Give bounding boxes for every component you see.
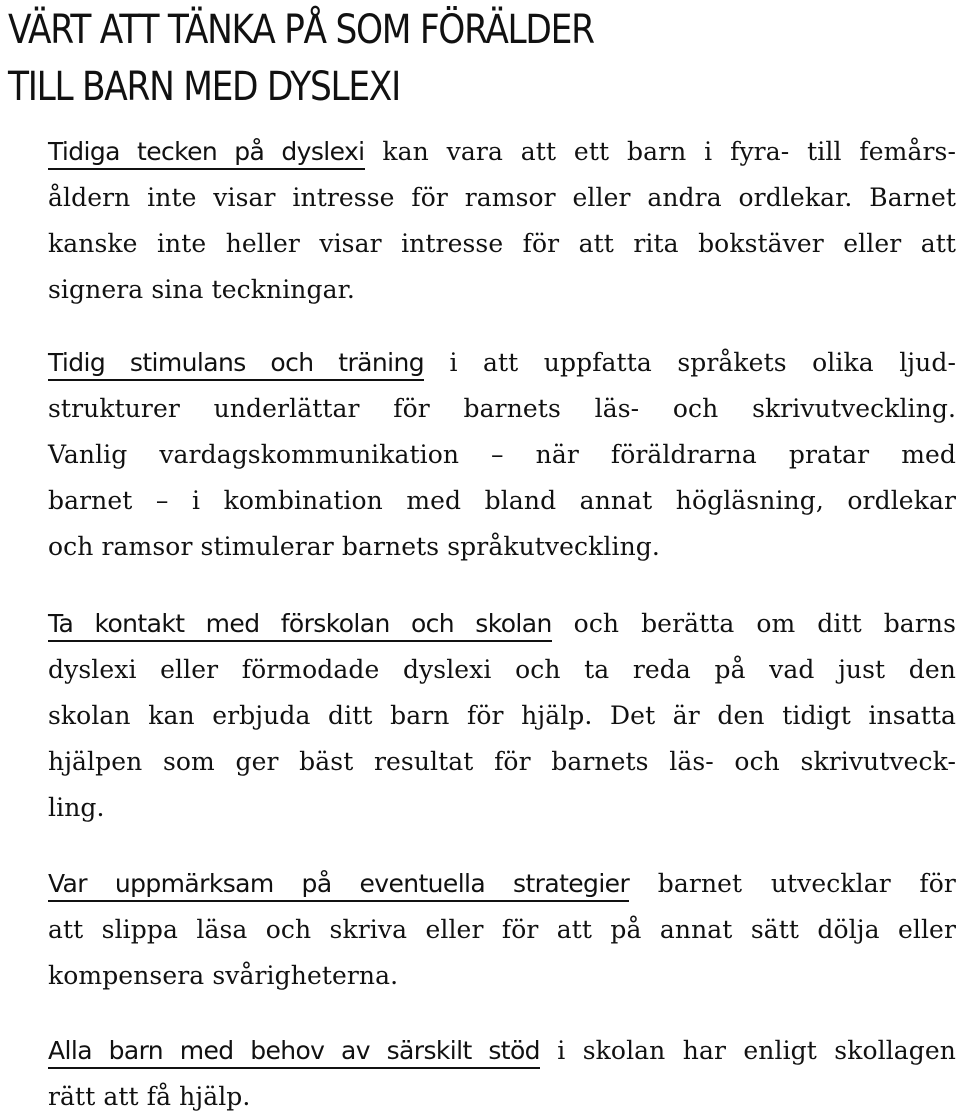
paragraph-line: Ta kontakt med förskolan och skolan och berätta om ditt barns bbox=[48, 601, 956, 647]
paragraph-contact-school bbox=[48, 601, 956, 831]
paragraph-lead: Var uppmärksam på eventuella strategier bbox=[48, 869, 629, 902]
paragraph-lead: Ta kontakt med förskolan och skolan bbox=[48, 609, 552, 642]
paragraph-line: Alla barn med behov av särskilt stöd i skolan har enligt skollagen bbox=[48, 1028, 956, 1074]
paragraph-line: strukturer underlättar för barnets läs- och skrivutveckling. bbox=[48, 394, 956, 423]
paragraph-lead: Tidig stimulans och träning bbox=[48, 348, 424, 381]
page-title bbox=[8, 2, 594, 116]
paragraph-line: Tidiga tecken på dyslexi kan vara att ett barn i fyra- till femårs- bbox=[48, 129, 956, 175]
paragraph-line: Tidig stimulans och träning i att uppfatta språkets olika ljud- bbox=[48, 340, 956, 386]
paragraph-lead: Alla barn med behov av särskilt stöd bbox=[48, 1036, 540, 1069]
paragraph-line: skolan kan erbjuda ditt barn för hjälp. Det är den tidigt insatta bbox=[48, 701, 956, 730]
title-line-1: VÄRT ATT TÄNKA PÅ SOM FÖRÄLDER bbox=[8, 7, 594, 53]
paragraph-line: ling. bbox=[48, 793, 105, 822]
paragraph-line: att slippa läsa och skriva eller för att på annat sätt dölja eller bbox=[48, 915, 956, 944]
paragraph-line: barnet – i kombination med bland annat högläsning, ordlekar bbox=[48, 486, 956, 515]
paragraph-line: kompensera svårigheterna. bbox=[48, 961, 399, 990]
paragraph-line: Var uppmärksam på eventuella strategier barnet utvecklar för bbox=[48, 861, 956, 907]
paragraph-special-support bbox=[48, 1028, 956, 1120]
title-line-2: TILL BARN MED DYSLEXI bbox=[8, 64, 400, 110]
paragraph-early-stimulation bbox=[48, 340, 956, 570]
paragraph-line: och ramsor stimulerar barnets språkutveckling. bbox=[48, 532, 660, 561]
paragraph-line: hjälpen som ger bäst resultat för barnets läs- och skrivutveck- bbox=[48, 747, 956, 776]
paragraph-line: rätt att få hjälp. bbox=[48, 1082, 251, 1111]
paragraph-early-signs bbox=[48, 129, 956, 313]
paragraph-line: kanske inte heller visar intresse för att rita bokstäver eller att bbox=[48, 229, 956, 258]
paragraph-line: åldern inte visar intresse för ramsor eller andra ordlekar. Barnet bbox=[48, 183, 956, 212]
paragraph-line: signera sina teckningar. bbox=[48, 275, 355, 304]
paragraph-strategies bbox=[48, 861, 956, 999]
paragraph-line: dyslexi eller förmodade dyslexi och ta reda på vad just den bbox=[48, 655, 956, 684]
paragraph-line: Vanlig vardagskommunikation – när föräldrarna pratar med bbox=[48, 440, 956, 469]
paragraph-lead: Tidiga tecken på dyslexi bbox=[48, 137, 365, 170]
